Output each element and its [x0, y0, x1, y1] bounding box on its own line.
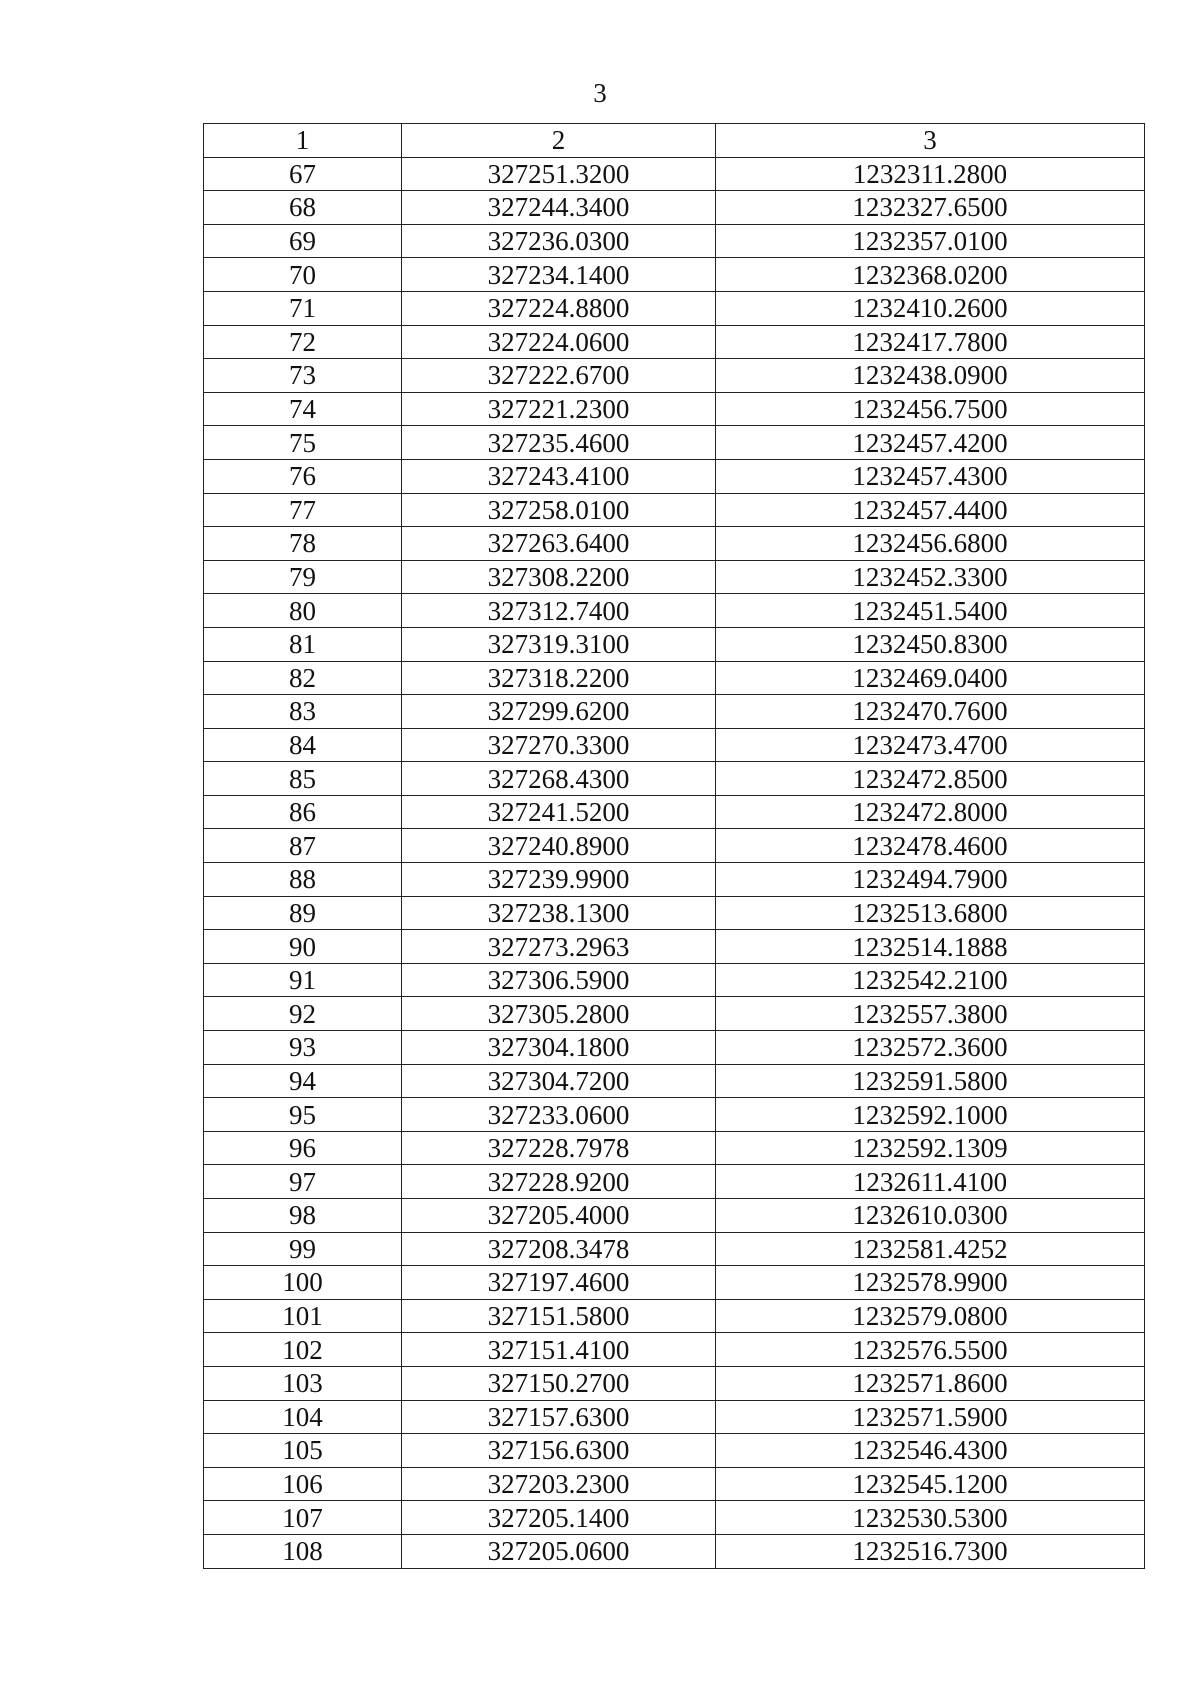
- table-row: [204, 695, 1145, 729]
- point-number-cell: 108: [204, 1534, 402, 1568]
- table-row: [204, 829, 1145, 863]
- x-coordinate-cell: 327243.4100: [402, 459, 716, 493]
- table-row: [204, 1501, 1145, 1535]
- point-number-cell: 69: [204, 224, 402, 258]
- table-row: [204, 896, 1145, 930]
- table-row: [204, 930, 1145, 964]
- page-number: 3: [593, 78, 607, 108]
- table-row: [204, 1366, 1145, 1400]
- y-coordinate-cell: 1232469.0400: [716, 661, 1145, 695]
- point-number-cell: 107: [204, 1501, 402, 1535]
- table-row: [204, 1232, 1145, 1266]
- x-coordinate-cell: 327308.2200: [402, 560, 716, 594]
- x-coordinate-cell: 327228.7978: [402, 1131, 716, 1165]
- y-coordinate-cell: 1232514.1888: [716, 930, 1145, 964]
- y-coordinate-cell: 1232417.7800: [716, 325, 1145, 359]
- x-coordinate-cell: 327258.0100: [402, 493, 716, 527]
- point-number-cell: 78: [204, 527, 402, 561]
- x-coordinate-cell: 327205.4000: [402, 1199, 716, 1233]
- coordinates-table: [203, 123, 1145, 1569]
- table-row: [204, 627, 1145, 661]
- point-number-cell: 80: [204, 594, 402, 628]
- x-coordinate-cell: 327224.8800: [402, 291, 716, 325]
- table-row: [204, 560, 1145, 594]
- x-coordinate-cell: 327268.4300: [402, 762, 716, 796]
- x-coordinate-cell: 327156.6300: [402, 1434, 716, 1468]
- table-row: [204, 594, 1145, 628]
- point-number-cell: 75: [204, 426, 402, 460]
- y-coordinate-cell: 1232545.1200: [716, 1467, 1145, 1501]
- y-coordinate-cell: 1232579.0800: [716, 1299, 1145, 1333]
- x-coordinate-cell: 327236.0300: [402, 224, 716, 258]
- table-row: [204, 359, 1145, 393]
- point-number-cell: 106: [204, 1467, 402, 1501]
- table-row: [204, 426, 1145, 460]
- point-number-cell: 77: [204, 493, 402, 527]
- point-number-cell: 89: [204, 896, 402, 930]
- table-row: [204, 1467, 1145, 1501]
- y-coordinate-cell: 1232473.4700: [716, 728, 1145, 762]
- y-coordinate-cell: 1232311.2800: [716, 157, 1145, 191]
- y-coordinate-cell: 1232327.6500: [716, 191, 1145, 225]
- y-coordinate-cell: 1232571.8600: [716, 1366, 1145, 1400]
- y-coordinate-cell: 1232368.0200: [716, 258, 1145, 292]
- x-coordinate-cell: 327224.0600: [402, 325, 716, 359]
- point-number-cell: 104: [204, 1400, 402, 1434]
- x-coordinate-cell: 327312.7400: [402, 594, 716, 628]
- y-coordinate-cell: 1232456.7500: [716, 392, 1145, 426]
- x-coordinate-cell: 327157.6300: [402, 1400, 716, 1434]
- y-coordinate-cell: 1232516.7300: [716, 1534, 1145, 1568]
- table-row: [204, 728, 1145, 762]
- y-coordinate-cell: 1232457.4200: [716, 426, 1145, 460]
- y-coordinate-cell: 1232546.4300: [716, 1434, 1145, 1468]
- point-number-cell: 81: [204, 627, 402, 661]
- point-number-cell: 74: [204, 392, 402, 426]
- table-row: [204, 1299, 1145, 1333]
- y-coordinate-cell: 1232452.3300: [716, 560, 1145, 594]
- point-number-cell: 76: [204, 459, 402, 493]
- point-number-cell: 83: [204, 695, 402, 729]
- table-row: [204, 997, 1145, 1031]
- point-number-cell: 85: [204, 762, 402, 796]
- point-number-cell: 105: [204, 1434, 402, 1468]
- table-row: [204, 493, 1145, 527]
- point-number-cell: 86: [204, 795, 402, 829]
- x-coordinate-cell: 327205.0600: [402, 1534, 716, 1568]
- x-coordinate-cell: 327241.5200: [402, 795, 716, 829]
- y-coordinate-cell: 1232456.6800: [716, 527, 1145, 561]
- y-coordinate-cell: 1232472.8500: [716, 762, 1145, 796]
- x-coordinate-cell: 327304.7200: [402, 1064, 716, 1098]
- y-coordinate-cell: 1232457.4300: [716, 459, 1145, 493]
- table-row: [204, 1333, 1145, 1367]
- x-coordinate-cell: 327235.4600: [402, 426, 716, 460]
- y-coordinate-cell: 1232530.5300: [716, 1501, 1145, 1535]
- column-header: 2: [402, 124, 716, 158]
- x-coordinate-cell: 327319.3100: [402, 627, 716, 661]
- point-number-cell: 91: [204, 963, 402, 997]
- table-row: [204, 661, 1145, 695]
- point-number-cell: 79: [204, 560, 402, 594]
- y-coordinate-cell: 1232410.2600: [716, 291, 1145, 325]
- y-coordinate-cell: 1232591.5800: [716, 1064, 1145, 1098]
- table-row: [204, 1165, 1145, 1199]
- x-coordinate-cell: 327150.2700: [402, 1366, 716, 1400]
- point-number-cell: 70: [204, 258, 402, 292]
- x-coordinate-cell: 327263.6400: [402, 527, 716, 561]
- x-coordinate-cell: 327239.9900: [402, 863, 716, 897]
- table-row: [204, 1199, 1145, 1233]
- point-number-cell: 67: [204, 157, 402, 191]
- table-row: [204, 191, 1145, 225]
- table-row: [204, 1434, 1145, 1468]
- table-row: [204, 1098, 1145, 1132]
- y-coordinate-cell: 1232578.9900: [716, 1266, 1145, 1300]
- x-coordinate-cell: 327244.3400: [402, 191, 716, 225]
- point-number-cell: 88: [204, 863, 402, 897]
- x-coordinate-cell: 327221.2300: [402, 392, 716, 426]
- x-coordinate-cell: 327203.2300: [402, 1467, 716, 1501]
- y-coordinate-cell: 1232592.1000: [716, 1098, 1145, 1132]
- y-coordinate-cell: 1232472.8000: [716, 795, 1145, 829]
- point-number-cell: 82: [204, 661, 402, 695]
- point-number-cell: 72: [204, 325, 402, 359]
- column-header: 1: [204, 124, 402, 158]
- point-number-cell: 95: [204, 1098, 402, 1132]
- point-number-cell: 103: [204, 1366, 402, 1400]
- y-coordinate-cell: 1232572.3600: [716, 1031, 1145, 1065]
- y-coordinate-cell: 1232494.7900: [716, 863, 1145, 897]
- y-coordinate-cell: 1232451.5400: [716, 594, 1145, 628]
- table-row: [204, 1400, 1145, 1434]
- table-row: [204, 863, 1145, 897]
- x-coordinate-cell: 327228.9200: [402, 1165, 716, 1199]
- table-row: [204, 157, 1145, 191]
- table-body: [204, 157, 1145, 1568]
- table-row: [204, 392, 1145, 426]
- y-coordinate-cell: 1232571.5900: [716, 1400, 1145, 1434]
- x-coordinate-cell: 327305.2800: [402, 997, 716, 1031]
- y-coordinate-cell: 1232611.4100: [716, 1165, 1145, 1199]
- point-number-cell: 101: [204, 1299, 402, 1333]
- point-number-cell: 100: [204, 1266, 402, 1300]
- x-coordinate-cell: 327151.5800: [402, 1299, 716, 1333]
- column-header: 3: [716, 124, 1145, 158]
- y-coordinate-cell: 1232438.0900: [716, 359, 1145, 393]
- y-coordinate-cell: 1232610.0300: [716, 1199, 1145, 1233]
- y-coordinate-cell: 1232592.1309: [716, 1131, 1145, 1165]
- x-coordinate-cell: 327273.2963: [402, 930, 716, 964]
- x-coordinate-cell: 327238.1300: [402, 896, 716, 930]
- x-coordinate-cell: 327306.5900: [402, 963, 716, 997]
- table-row: [204, 1131, 1145, 1165]
- table-row: [204, 1534, 1145, 1568]
- point-number-cell: 97: [204, 1165, 402, 1199]
- table-row: [204, 762, 1145, 796]
- y-coordinate-cell: 1232557.3800: [716, 997, 1145, 1031]
- point-number-cell: 93: [204, 1031, 402, 1065]
- table-row: [204, 325, 1145, 359]
- point-number-cell: 96: [204, 1131, 402, 1165]
- table-header-row: [204, 124, 1145, 158]
- point-number-cell: 94: [204, 1064, 402, 1098]
- y-coordinate-cell: 1232513.6800: [716, 896, 1145, 930]
- table-row: [204, 795, 1145, 829]
- point-number-cell: 98: [204, 1199, 402, 1233]
- x-coordinate-cell: 327270.3300: [402, 728, 716, 762]
- x-coordinate-cell: 327304.1800: [402, 1031, 716, 1065]
- point-number-cell: 87: [204, 829, 402, 863]
- y-coordinate-cell: 1232478.4600: [716, 829, 1145, 863]
- x-coordinate-cell: 327251.3200: [402, 157, 716, 191]
- y-coordinate-cell: 1232457.4400: [716, 493, 1145, 527]
- table-row: [204, 459, 1145, 493]
- x-coordinate-cell: 327222.6700: [402, 359, 716, 393]
- x-coordinate-cell: 327205.1400: [402, 1501, 716, 1535]
- x-coordinate-cell: 327234.1400: [402, 258, 716, 292]
- point-number-cell: 90: [204, 930, 402, 964]
- x-coordinate-cell: 327233.0600: [402, 1098, 716, 1132]
- table-row: [204, 527, 1145, 561]
- y-coordinate-cell: 1232542.2100: [716, 963, 1145, 997]
- table-row: [204, 1031, 1145, 1065]
- y-coordinate-cell: 1232357.0100: [716, 224, 1145, 258]
- x-coordinate-cell: 327197.4600: [402, 1266, 716, 1300]
- point-number-cell: 99: [204, 1232, 402, 1266]
- table-row: [204, 1064, 1145, 1098]
- x-coordinate-cell: 327299.6200: [402, 695, 716, 729]
- x-coordinate-cell: 327151.4100: [402, 1333, 716, 1367]
- point-number-cell: 71: [204, 291, 402, 325]
- y-coordinate-cell: 1232576.5500: [716, 1333, 1145, 1367]
- x-coordinate-cell: 327208.3478: [402, 1232, 716, 1266]
- point-number-cell: 84: [204, 728, 402, 762]
- y-coordinate-cell: 1232450.8300: [716, 627, 1145, 661]
- table-row: [204, 224, 1145, 258]
- y-coordinate-cell: 1232470.7600: [716, 695, 1145, 729]
- point-number-cell: 92: [204, 997, 402, 1031]
- y-coordinate-cell: 1232581.4252: [716, 1232, 1145, 1266]
- table-row: [204, 1266, 1145, 1300]
- table-row: [204, 258, 1145, 292]
- point-number-cell: 68: [204, 191, 402, 225]
- point-number-cell: 73: [204, 359, 402, 393]
- table-row: [204, 963, 1145, 997]
- point-number-cell: 102: [204, 1333, 402, 1367]
- table-row: [204, 291, 1145, 325]
- x-coordinate-cell: 327240.8900: [402, 829, 716, 863]
- x-coordinate-cell: 327318.2200: [402, 661, 716, 695]
